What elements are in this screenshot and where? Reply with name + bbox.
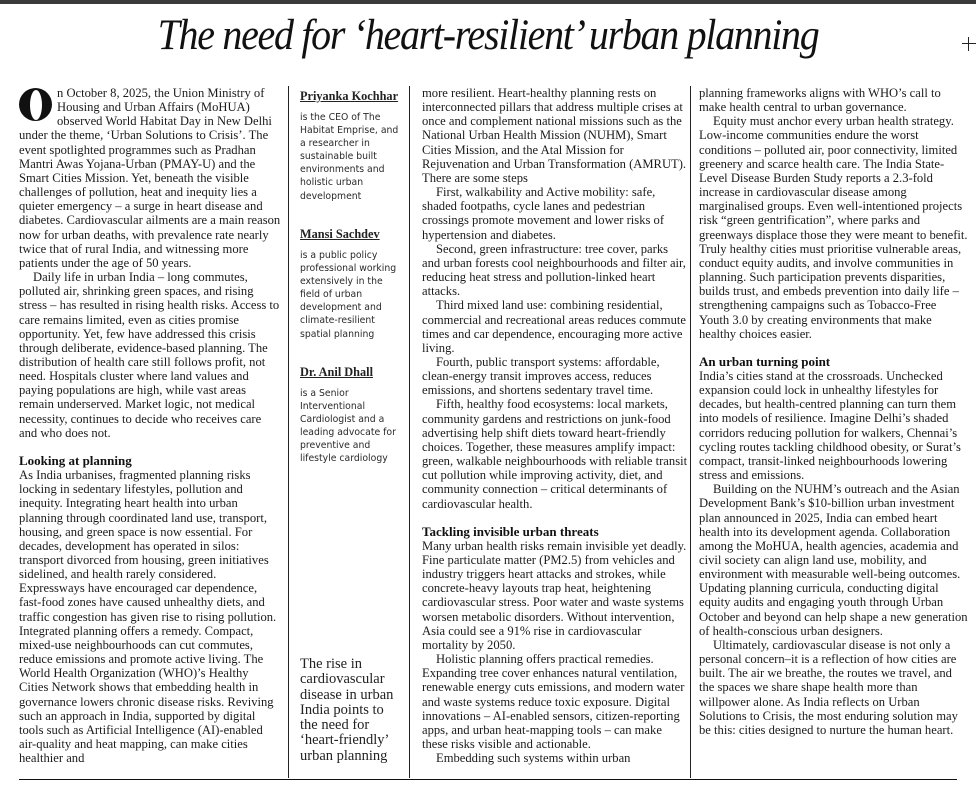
paragraph: n October 8, 2025, the Union Ministry of Housing and Urban Affairs (MoHUA) observed World Habitat Day in New Delhi under the theme, ‘Urban Solutions to Crisis’. The event spotlighted programmes such as Pradhan Mantri Awas Yojana-Urban (PMAY-U) and the Smart Cities Mission. Yet, beneath the visible challenges of pollution, heat and inequity lies a quieter emergency – a surge in heart disease and diabetes. Cardiovascular ailments are a main reason now for urban deaths, with prevalence rate nearly twice that of rural India, and witnessing more patients under the age of 50 years. [19, 86, 281, 270]
paragraph: Building on the NUHM’s outreach and the Asian Development Bank’s $10-billion urban investment plan announced in 2025, India can embed heart health into its development agenda. Collaboration among the MoHUA, health agencies, academia and civil society can align land use, mobility, and environment with measurable well-being outcomes. Updating planning curricula, conducting digital equity audits and engaging youth through Urban October and beyond can help shape a new generation of health-conscious urban designers. [699, 482, 968, 638]
author-card [300, 88, 404, 224]
author-name: Dr. Anil Dhall [300, 365, 374, 379]
crosshair-cursor-icon [962, 37, 976, 51]
paragraph: Daily life in urban India – long commutes, polluted air, shrinking green spaces, and rising stress – has resulted in rising health risks. Access to care remains limited, even as cities promise opportunity. Yet, few have addressed this crisis through deliberate, evidence-based planning. The distribution of health care still follows profit, not need. Hospitals cluster where land values and paying populations are high, while vast areas remain underserved. Market logic, not medical necessity, continues to decide who receives care and who does not. [19, 270, 280, 440]
article-column-4 [699, 86, 969, 737]
paragraph: First, walkability and Active mobility: safe, shaded footpaths, cycle lanes and pedestrian crossings promote movement and lower risks of hypertension and diabetes. [422, 185, 665, 242]
author-card [300, 364, 404, 500]
subheading-looking-at-planning: Looking at planning [19, 452, 132, 468]
column-divider [690, 86, 691, 778]
author-name: Priyanka Kochhar [300, 89, 399, 103]
window-top-bar [0, 0, 976, 4]
paragraph: more resilient. Heart-healthy planning rests on interconnected pillars that address multiple crises at once and complement national missions such as the National Urban Health Mission (NUHM), Smart Cities Mission, and the Atal Mission for Rejuvenation and Urban Transformation (AMRUT). There are some steps [422, 86, 687, 185]
author-card [300, 226, 404, 362]
bottom-rule [19, 779, 957, 780]
paragraph: Equity must anchor every urban health strategy. Low-income communities endure the worst conditions – polluted air, poor connectivity, limited greenery and scarce health care. The India State-Level Disease Burden Study reports a 2.3-fold increase in cardiovascular disease among marginalised groups. Even well-intentioned projects risk “green gentrification”, where parks and greenways displace those they were meant to benefit. Truly healthy cities must prioritise vulnerable areas, conduct equity audits, and involve communities in planning. Such participation prevents disparities, builds trust, and embeds prevention into daily life – strengthening campaigns such as Tobacco-Free Youth 3.0 by creating environments that make healthy choices easier. [699, 114, 968, 341]
column-divider [409, 86, 410, 778]
paragraph: Many urban health risks remain invisible yet deadly. Fine particulate matter (PM2.5) from vehicles and industry triggers heart attacks and strokes, while concrete-heavy layouts trap heat, heightening cardiovascular stress. Poor water and waste systems worsen metabolic disorders. Without intervention, Asia could see a 91% rise in cardiovascular mortality by 2050. [422, 538, 687, 652]
article-column-1 [19, 86, 281, 765]
paragraph: Ultimately, cardiovascular disease is not only a personal concern–it is a reflection of how cities are built. The air we breathe, the routes we travel, and the spaces we share shape health more than willpower alone. As India reflects on Urban Solutions to Crisis, the most enduring solution may be this: cities designed to nurture the human heart. [699, 637, 958, 737]
paragraph: As India urbanises, fragmented planning risks locking in sedentary lifestyles, pollution and inequity. Integrating heart health into urban planning through coordinated land use, transport, housing, and green space is now essential. For decades, development has operated in silos: transport divorced from housing, green initiatives sidelined, and health rarely considered. Expressways have encouraged car dependence, fast-food zones have caused unhealthy diets, and traffic congestion has given rise to rising pollution. Integrated planning offers a remedy. Compact, mixed-use neighbourhoods can cut commutes, reduce emissions and promote active living. The World Health Organization (WHO)’s Healthy Cities Network shows that embedding health in governance lowers chronic disease risks. Reviving such an approach in India, supported by digital tools such as Artificial Intelligence (AI)-enabled air-quality and heat mapping, can make cities healthier and [19, 468, 277, 766]
paragraph: Fourth, public transport systems: affordable, clean-energy transit improves access, reduces emissions, and shortens sedentary travel time. [422, 354, 660, 398]
article-column-3 [422, 86, 688, 765]
subheading-urban-turning-point: An urban turning point [699, 353, 831, 369]
dropcap-o [19, 88, 52, 121]
paragraph: Third mixed land use: combining residential, commercial and recreational areas reduces commute times and car dependence, encouraging more active living. [422, 298, 686, 355]
author-bio: is a Senior Interventional Cardiologist and a leading advocate for preventive and lifestyle cardiology [300, 388, 396, 465]
author-bio: is the CEO of The Habitat Emprise, and a researcher in sustainable built environments and holistic urban development [300, 112, 399, 202]
author-sidebar [300, 86, 404, 500]
paragraph: Embedding such systems within urban [436, 751, 631, 766]
subheading-tackling-invisible-threats: Tackling invisible urban threats [422, 523, 599, 539]
paragraph: India’s cities stand at the crossroads. Unchecked expansion could lock in unhealthy lifestyles for decades, but health-centred planning can turn them into models of resilience. Imagine Delhi’s shaded corridors reducing pollution for walkers, Chennai’s cycling routes tackling childhood obesity, or Surat’s compact, transit-linked neighbourhoods lowering stress and emissions. [699, 368, 961, 483]
author-name: Mansi Sachdev [300, 227, 380, 241]
paragraph: planning frameworks aligns with WHO’s call to make health central to urban governance. [699, 86, 941, 115]
paragraph: Holistic planning offers practical remedies. Expanding tree cover enhances natural ventilation, renewable energy cuts emissions, and modern water and waste systems reduce toxic exposure. Digital innovations – AI-enabled sensors, citizen-reporting apps, and urban heat-mapping tools – can make these risks visible and actionable. [422, 652, 685, 752]
author-bio: is a public policy professional working extensively in the field of urban development and climate-resilient spatial planning [300, 250, 397, 340]
column-divider [288, 86, 289, 778]
paragraph: Fifth, healthy food ecosystems: local markets, community gardens and restrictions on junk-food advertising help shift diets toward heart-friendly choices. Together, these measures amplify impact: green, walkable neighbourhoods with reliable transit cut pollution while improving activity, diet, and community connection – critical determinants of cardiovascular health. [422, 397, 688, 511]
paragraph: Second, green infrastructure: tree cover, parks and urban forests cool neighbourhoods and filter air, reducing heat stress and pollution-linked heart attacks. [422, 241, 686, 299]
article-headline: The need for ‘heart-resilient’ urban planning [157, 12, 819, 59]
pull-quote: The rise in cardiovascular disease in urban India points to the need for ‘heart-friendly’ urban planning [300, 656, 394, 764]
